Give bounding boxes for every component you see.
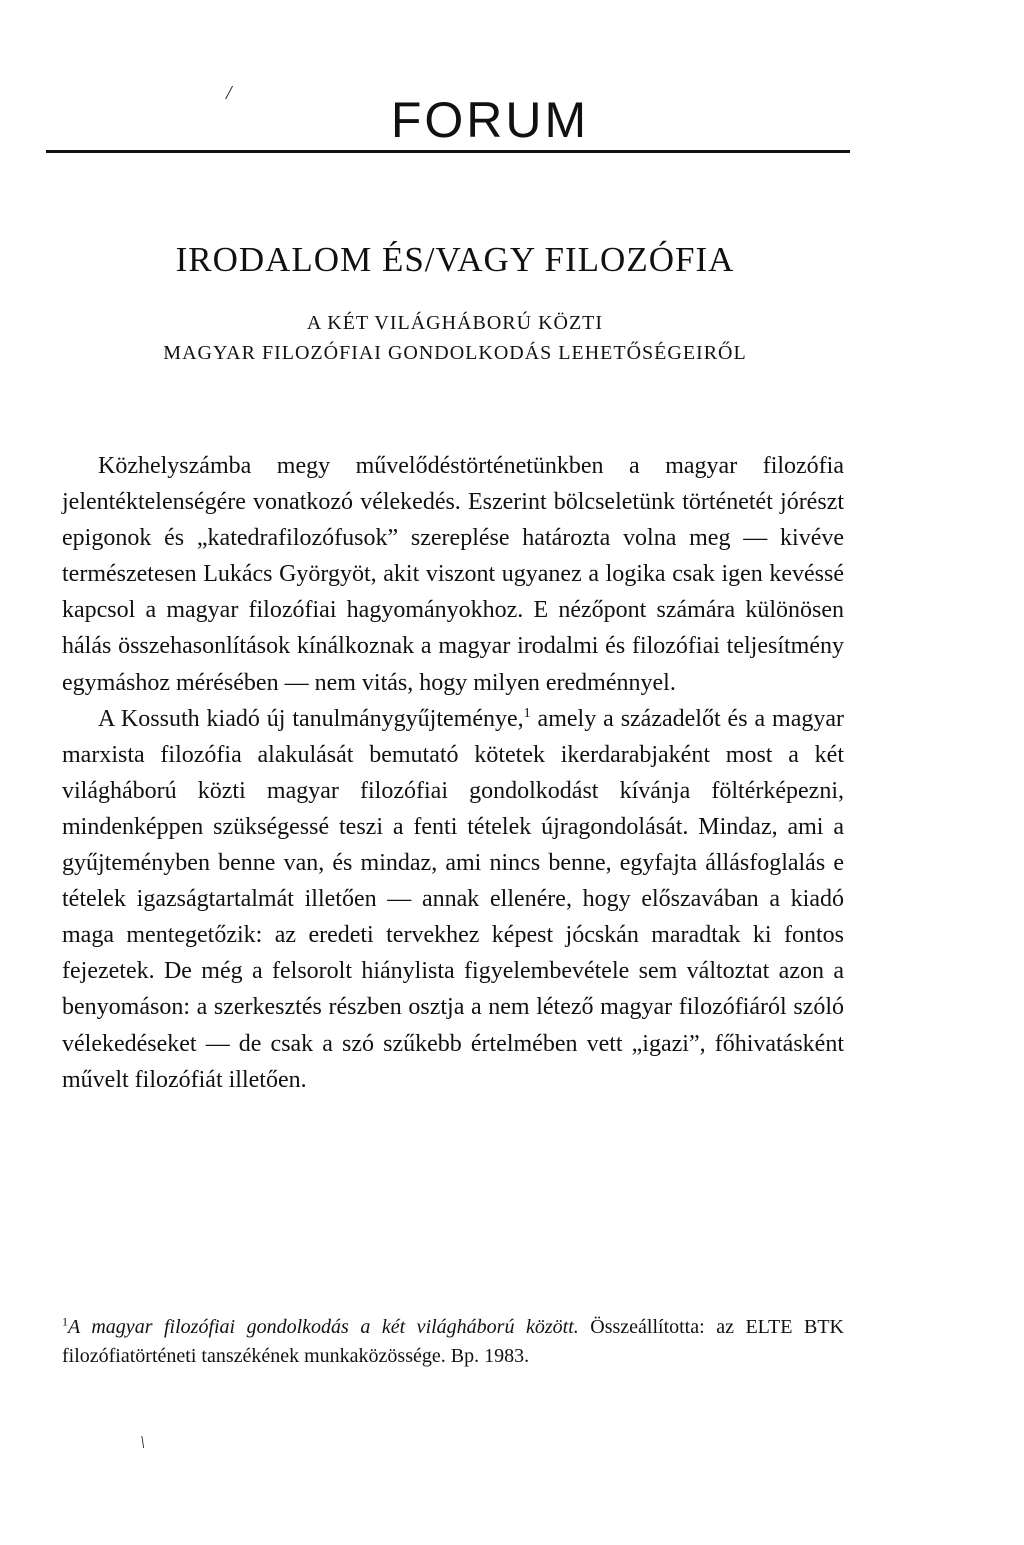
stray-mark-top: / bbox=[226, 82, 232, 104]
article-title: IRODALOM ÉS/VAGY FILOZÓFIA bbox=[175, 240, 735, 279]
footnote-number: 1 bbox=[62, 1314, 68, 1329]
footnote-reference: 1 bbox=[523, 705, 531, 721]
footnote-text: Összeállította: az ELTE BTK filozófiatörténeti tanszékének munkaközössége. Bp. 1983. bbox=[62, 1316, 845, 1367]
body-paragraph-1: Közhelyszámba megy művelődéstörténetünkben a magyar filozófia jelentéktelenségére vonatkozó vélekedés. Eszerint bölcseletünk történetét jórészt epigonok és „katedrafilozófusok” szereplése határozta volna meg — kivéve természetesen Lukács Györgyöt, akit viszont ugyanez a logika csak igen kevéssé kapcsol a magyar filozófiai hagyományokhoz. E nézőpont számára különösen hálás összehasonlítások kínálkoznak a magyar irodalmi és filozófiai teljesítmény egymáshoz mérésében — nem vitás, hogy milyen eredménnyel. bbox=[62, 453, 844, 696]
section-header bbox=[46, 92, 850, 148]
footnote bbox=[62, 1313, 844, 1371]
subtitle-line-1: A KÉT VILÁGHÁBORÚ KÖZTI bbox=[306, 312, 604, 334]
article-subtitle bbox=[60, 308, 850, 368]
section-title: FORUM bbox=[390, 92, 590, 148]
paragraph-2-text-start: A Kossuth kiadó új tanulmánygyűjteménye, bbox=[98, 705, 524, 732]
stray-mark-bottom: \ bbox=[140, 1432, 146, 1452]
footnote-book-title: A magyar filozófiai gondolkodás a két világháború között. bbox=[68, 1316, 579, 1338]
subtitle-line-2: MAGYAR FILOZÓFIAI GONDOLKODÁS LEHETŐSÉGEIRŐL bbox=[163, 342, 747, 364]
body-paragraph-2 bbox=[62, 701, 844, 1098]
paragraph-2-text-end: amely a századelőt és a magyar marxista filozófia alakulását bemutató kötetek ikerdarabjaként most a két világháború közti magyar filozófiai gondolkodást kívánja föltérképezni, mindenképpen szükségessé teszi a fenti tételek újragondolását. Mindaz, ami a gyűjteményben benne van, és mindaz, ami nincs benne, egyfajta állásfoglalás e tételek igazságtartalmát illetően — annak ellenére, hogy előszavában a kiadó maga mentegetőzik: az eredeti tervekhez képest jócskán maradtak ki fontos fejezetek. De még a felsorolt hiánylista figyelembevétele sem változtat azon a benyomáson: a szerkesztés részben osztja a nem létező magyar filozófiáról szóló vélekedéseket — de csak a szó szűkebb értelmében vett „igazi”, főhivatásként művelt filozófiát illetően. bbox=[62, 705, 845, 1093]
article-body bbox=[62, 448, 844, 1098]
header-rule bbox=[46, 150, 850, 153]
